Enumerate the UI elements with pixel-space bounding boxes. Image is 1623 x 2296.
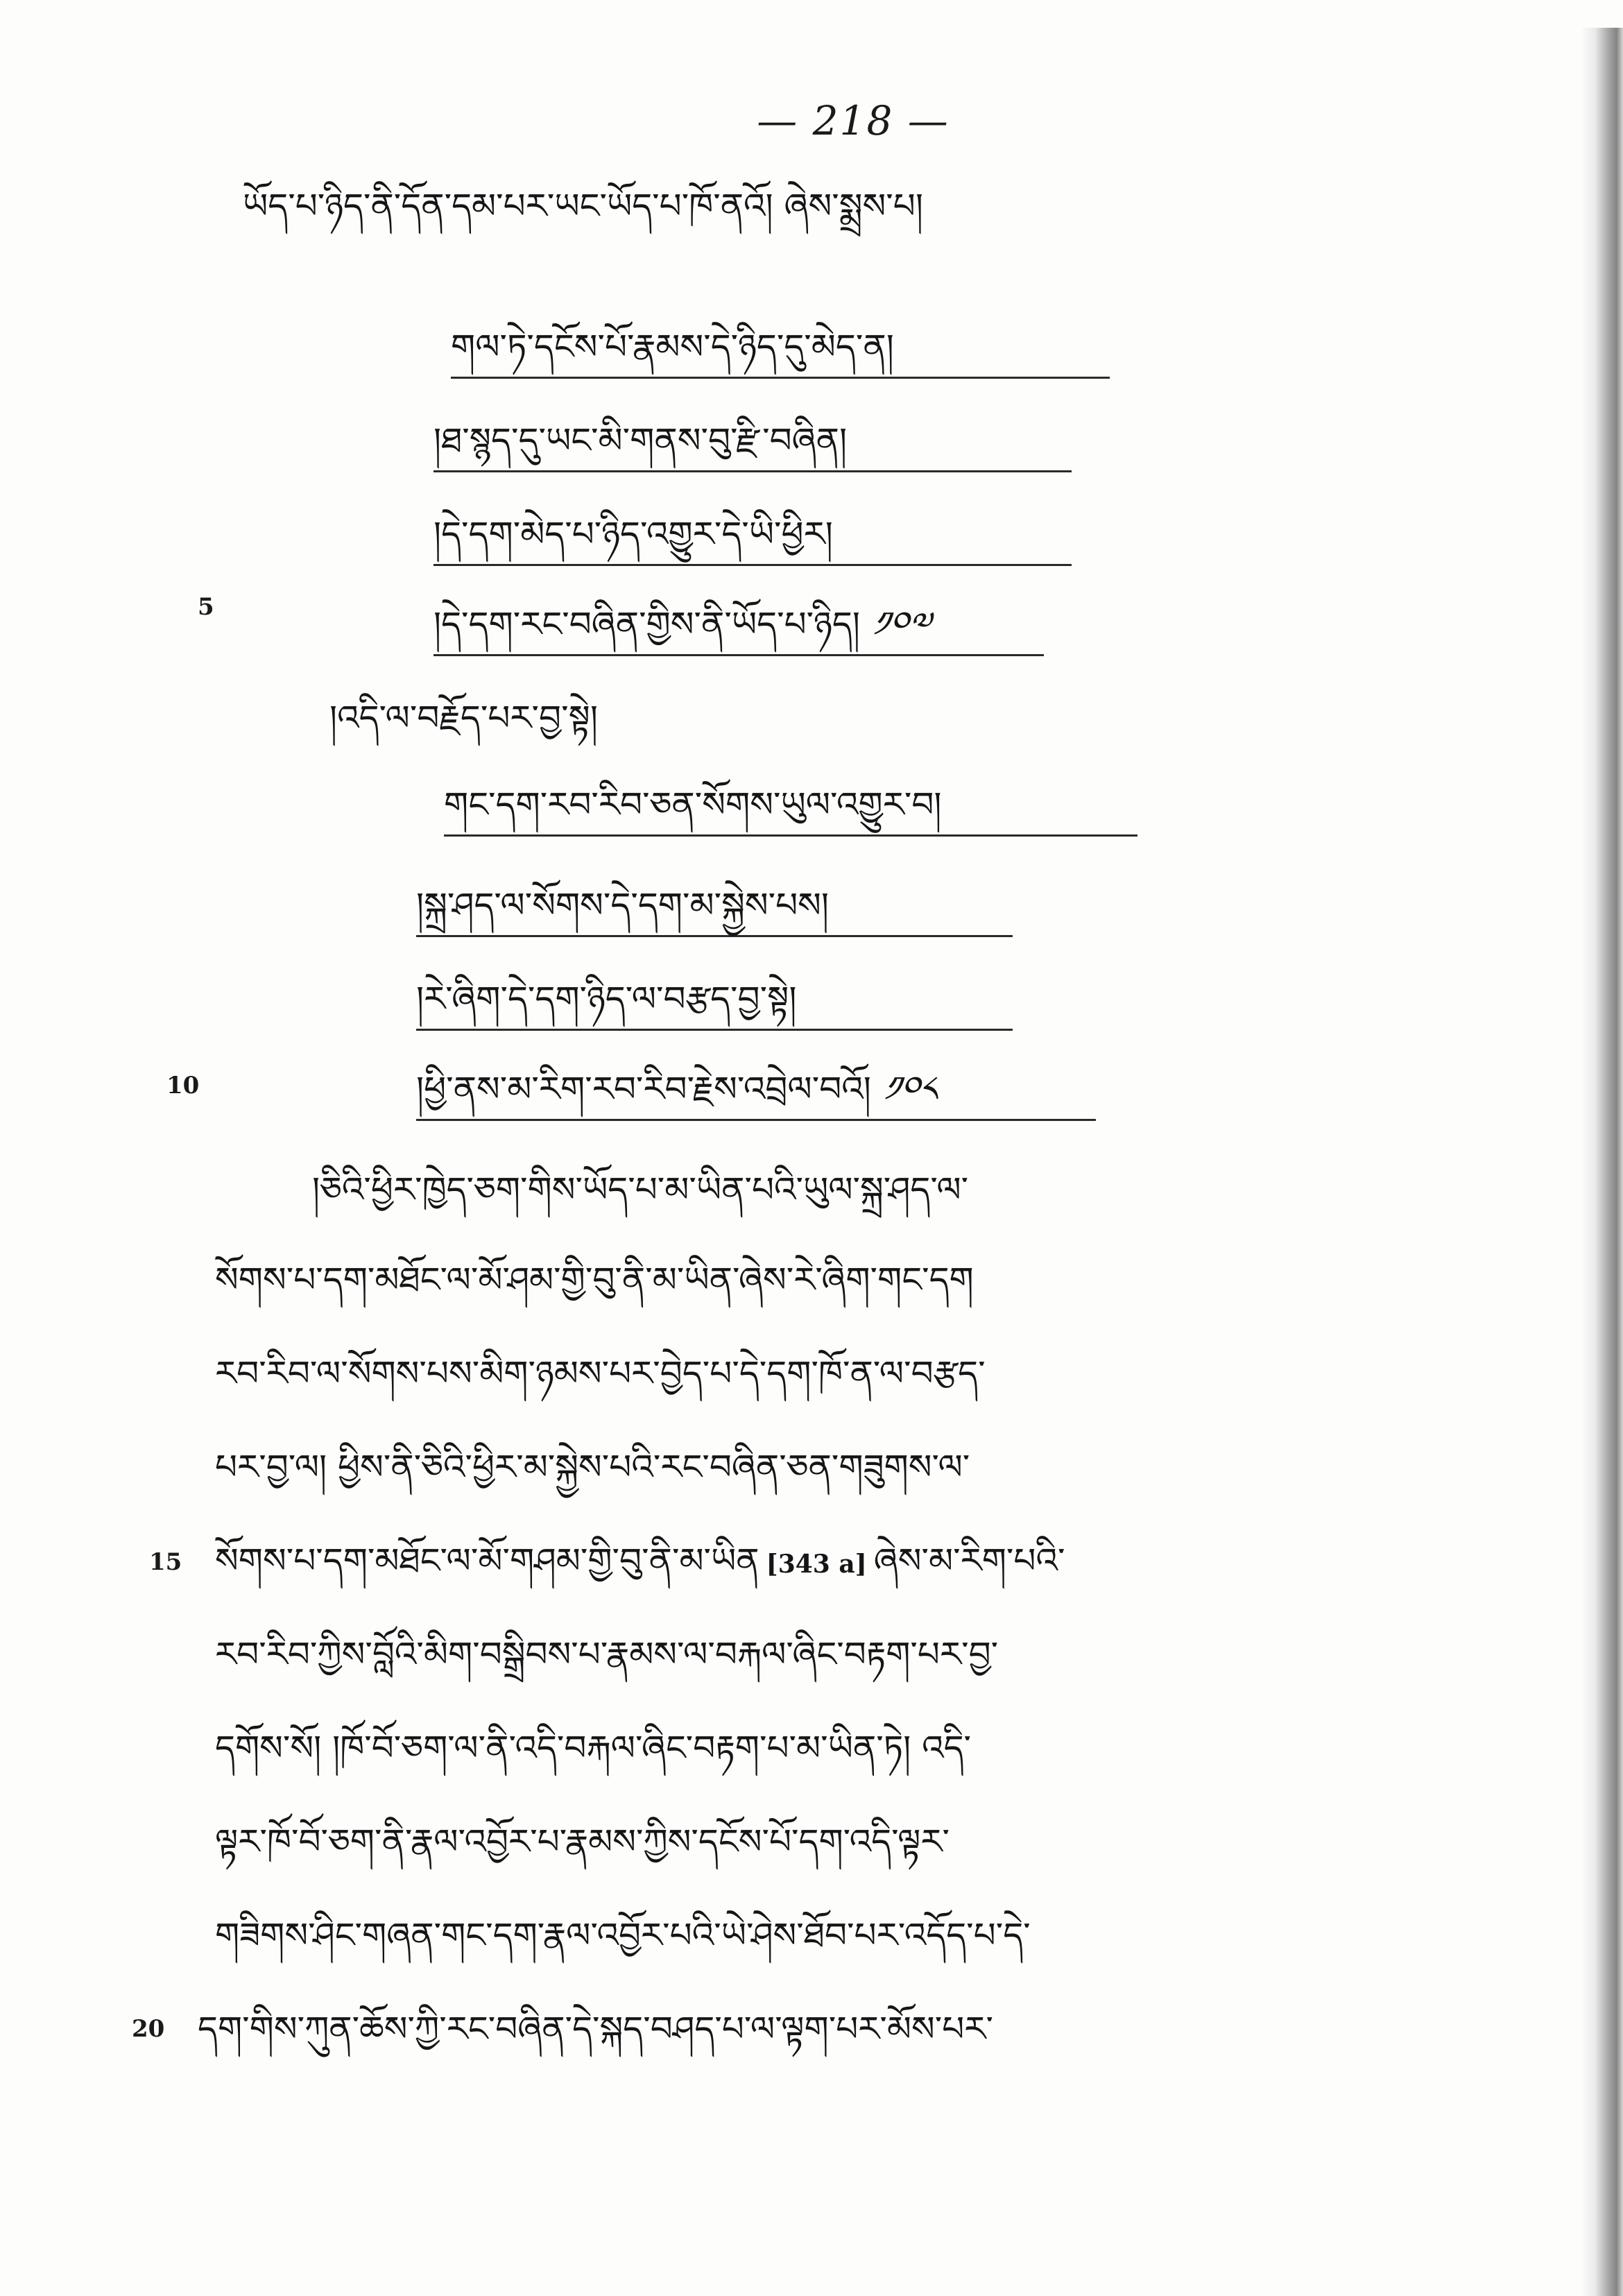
book-gutter-shadow xyxy=(1580,28,1623,2296)
line-number: 10 xyxy=(166,1072,200,1099)
verse-number: ༡༠༨ xyxy=(883,1069,937,1109)
line-number: 15 xyxy=(149,1548,182,1576)
verse-line: །རེ་ཞིག་དེ་དག་ཉིད་ལ་བརྩད་བྱ་སྟེ། xyxy=(416,982,1013,1031)
text-line: ལྟར་ཁོ་བོ་ཅག་ནི་རྣལ་འབྱོར་པ་རྣམས་ཀྱིས་དངོས་པོ་དག་འདི་ལྟར་ xyxy=(215,1822,950,1862)
verse-line: །ཐ་སྙད་དུ་ཡང་མི་གནས་བུ་རྫི་བཞིན། xyxy=(433,423,1072,472)
text-line: །ཅིའི་ཕྱིར་ཁྱེད་ཅག་གིས་ཡོད་པ་མ་ཡིན་པའི་ཡུལ་སྐྲ་ཤད་ལ་ xyxy=(312,1170,969,1210)
text-line: དག་གིས་ཀུན་ཆོས་ཀྱི་རང་བཞིན་དེ་སྐད་བཤད་པ་ལ་ལྟག་པར་མོས་པར་ xyxy=(198,2009,993,2049)
verse-line: གང་དག་རབ་རིབ་ཅན་སོགས་ཡུལ་འགྱུར་བ། xyxy=(444,787,1137,837)
text-line: སོགས་པ་དག་མཐོང་ལ་མོ་ཤམ་གྱི་བུ་ནི་མ་ཡིན་ཞེས་རེ་ཞིག་གང་དག xyxy=(215,1260,974,1300)
verse-line: །སྐྲ་ཤད་ལ་སོགས་དེ་དག་མ་སྐྱེས་པས། xyxy=(416,888,1013,937)
text-line: དགོས་སོ། །ཁོ་བོ་ཅག་ལ་ནི་འདི་བརྐལ་ཞིང་བརྟག་པ་མ་ཡིན་ཏེ། འདི་ xyxy=(215,1728,972,1768)
text-segment: སོགས་པ་དག་མཐོང་ལ་མོ་གཤམ་གྱི་བུ་ནི་མ་ཡིན xyxy=(215,1541,759,1581)
line-number: 5 xyxy=(198,593,214,621)
page-number: — 218 — xyxy=(757,97,950,144)
verse-line xyxy=(433,604,1044,656)
folio-marker: [343 a] xyxy=(766,1550,867,1579)
text-line xyxy=(215,1541,1065,1581)
text-segment: ཞེས་མ་རིག་པའི་ xyxy=(873,1541,1065,1581)
text-line: རབ་རིབ་ཀྱིས་བློའི་མིག་བསྒྲིབས་པ་རྣམས་ལ་བརྐལ་ཞིང་བརྟག་པར་བྱ་ xyxy=(215,1634,999,1674)
verse-line: །དེ་དག་མེད་པ་ཉིད་འགྱུར་དེ་ཡི་ཕྱིར། xyxy=(433,517,1072,566)
line-number: 20 xyxy=(132,2015,165,2043)
verse-line xyxy=(416,1069,1096,1121)
verse-text: །ཕྱི་ནས་མ་རིག་རབ་རིབ་རྗེས་འབྲེལ་བའོ། xyxy=(416,1069,871,1109)
text-line: གཟིགས་ཤིང་གཞན་གང་དག་རྣལ་འབྱོར་པའི་ཡེ་ཤེས་ཐོབ་པར་འདོད་པ་དེ་ xyxy=(215,1915,1031,1955)
verse-number: ༡༠༧ xyxy=(872,604,931,644)
text-line: རབ་རིབ་ལ་སོགས་པས་མིག་ཉམས་པར་བྱེད་པ་དེ་དག་ཁོ་ན་ལ་བརྩད་ xyxy=(215,1353,986,1394)
text-line: ཡོད་པ་ཉིད་ནི་དོན་དམ་པར་ཡང་ཡོད་པ་ཁོ་ནའོ། ཞེས་སྨྲས་པ། xyxy=(243,186,923,226)
verse-text: །དེ་དག་རང་བཞིན་གྱིས་ནི་ཡོད་པ་ཉིད། xyxy=(433,604,860,644)
verse-line: གལ་ཏེ་དངོས་པོ་རྣམས་དེ་ཉིད་དུ་མེད་ན། xyxy=(451,329,1110,379)
text-line: །འདི་ལ་བརྗོད་པར་བྱ་སྟེ། xyxy=(329,698,598,738)
text-line: པར་བྱ་ལ། ཕྱིས་ནི་ཅིའི་ཕྱིར་མ་སྐྱེས་པའི་རང་བཞིན་ཅན་གཟུགས་ལ་ xyxy=(215,1447,970,1487)
